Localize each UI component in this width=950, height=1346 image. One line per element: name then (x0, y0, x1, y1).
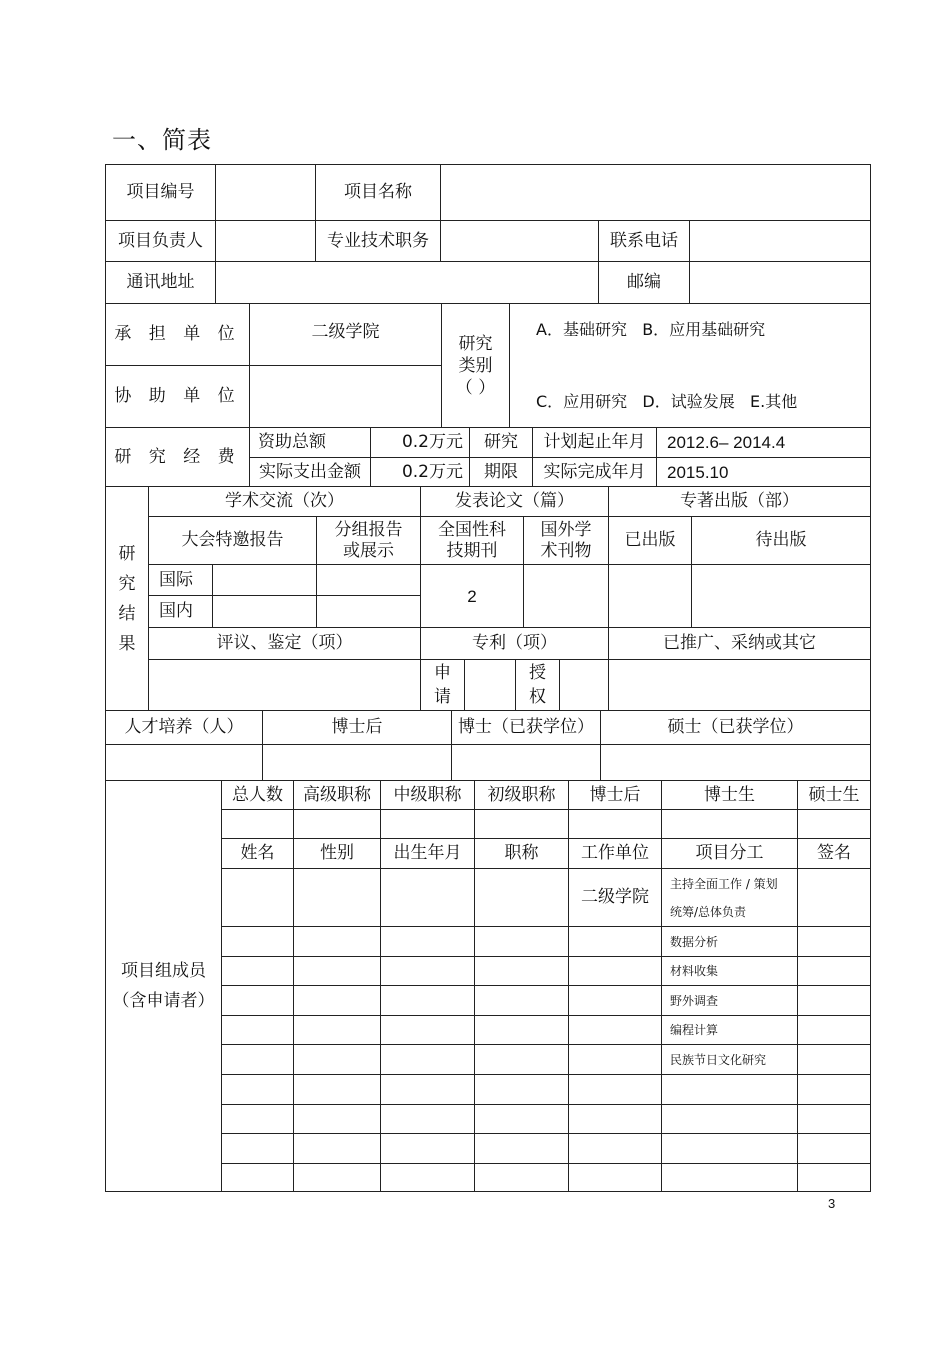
member-gender-field[interactable] (293, 1074, 381, 1105)
member-birth-field[interactable] (380, 926, 475, 957)
member-signature-field[interactable] (797, 1074, 871, 1105)
signature-header: 签名 (797, 838, 871, 869)
foreign-journal-line-1: 国外学 (540, 519, 592, 540)
member-rank-field[interactable] (474, 956, 569, 986)
member-unit-field[interactable] (568, 1133, 662, 1164)
member-signature-field[interactable] (797, 1044, 871, 1075)
member-name-field[interactable] (221, 868, 294, 927)
role-line-1: 主持全面工作 / 策划 (670, 876, 778, 891)
member-gender-field[interactable] (293, 868, 381, 927)
project-no-field[interactable] (215, 164, 316, 221)
member-unit-field[interactable] (568, 1044, 662, 1075)
total-funding-value: 0.2万元 (370, 427, 470, 458)
talent-postdoc-field[interactable] (262, 744, 452, 781)
completed-value: 2015.10 (656, 457, 871, 487)
completed-label: 实际完成年月 (532, 457, 657, 487)
member-name-field[interactable] (221, 985, 294, 1016)
phd-student-field[interactable] (661, 809, 798, 839)
phd-student-header: 博士生 (661, 780, 798, 810)
member-role-value: 数据分析 (661, 926, 798, 957)
summary-form-table (105, 164, 871, 1192)
domestic-label: 国内 (148, 595, 213, 628)
member-unit-field[interactable] (568, 1163, 662, 1192)
member-birth-field[interactable] (380, 1044, 475, 1075)
apply-char-1: 申 (434, 663, 451, 683)
member-rank-field[interactable] (474, 1104, 569, 1134)
member-birth-field[interactable] (380, 1104, 475, 1134)
role-header: 项目分工 (661, 838, 798, 869)
category-label-line-2: 类别 (458, 355, 493, 376)
patent-header: 专利（项） (420, 627, 609, 660)
research-category-options (509, 303, 871, 428)
member-rank-field[interactable] (474, 868, 569, 927)
domestic-group-field[interactable] (316, 595, 421, 628)
national-journal-header (420, 516, 524, 565)
member-signature-field[interactable] (797, 1163, 871, 1192)
name-header: 姓名 (221, 838, 294, 869)
group-report-header (316, 516, 421, 565)
category-label-line-1: 研究 (458, 333, 493, 354)
adopted-field[interactable] (608, 659, 871, 711)
international-invited-field[interactable] (212, 564, 317, 596)
member-birth-field[interactable] (380, 868, 475, 927)
member-unit-field[interactable] (568, 926, 662, 957)
member-birth-field[interactable] (380, 1163, 475, 1192)
member-role-value (661, 1163, 798, 1192)
talent-count-field[interactable] (105, 744, 263, 781)
member-name-field[interactable] (221, 956, 294, 986)
patent-grant-field[interactable] (559, 659, 609, 711)
members-label-line-2: （含申请者） (112, 991, 215, 1011)
total-count-header: 总人数 (221, 780, 294, 810)
address-label: 通讯地址 (105, 261, 216, 304)
patent-apply-label (420, 659, 465, 711)
junior-field[interactable] (474, 809, 569, 839)
invited-report-header: 大会特邀报告 (148, 516, 317, 565)
period-label-2: 期限 (469, 457, 533, 487)
member-birth-field[interactable] (380, 1133, 475, 1164)
actual-spend-value: 0.2万元 (370, 457, 470, 487)
international-group-field[interactable] (316, 564, 421, 596)
books-header: 专著出版（部） (608, 486, 871, 517)
unit-header: 工作单位 (568, 838, 662, 869)
member-gender-field[interactable] (293, 1044, 381, 1075)
member-gender-field[interactable] (293, 1133, 381, 1164)
results-side-1: 研 (118, 543, 136, 564)
member-gender-field[interactable] (293, 1015, 381, 1045)
category-options-line-1: A．基础研究 B．应用基础研究 (536, 319, 766, 339)
member-birth-field[interactable] (380, 985, 475, 1016)
member-rank-field[interactable] (474, 1015, 569, 1045)
gender-header: 性别 (293, 838, 381, 869)
planned-period-value: 2012.6– 2014.4 (656, 427, 871, 458)
group-report-line-1: 分组报告 (334, 519, 403, 540)
phone-label: 联系电话 (598, 220, 690, 262)
host-unit-value: 二级学院 (249, 303, 442, 366)
research-results-label (105, 486, 149, 711)
talent-phd-field[interactable] (451, 744, 601, 781)
member-signature-field[interactable] (797, 1133, 871, 1164)
international-label: 国际 (148, 564, 213, 596)
member-gender-field[interactable] (293, 926, 381, 957)
senior-field[interactable] (293, 809, 381, 839)
category-choice-slot[interactable]: （ ） (455, 377, 496, 398)
apply-char-2: 请 (434, 687, 451, 707)
members-label-line-1: 项目组成员 (121, 961, 206, 981)
pending-field[interactable] (691, 564, 871, 628)
published-field[interactable] (608, 564, 692, 628)
master-student-field[interactable] (797, 809, 871, 839)
member-signature-field[interactable] (797, 956, 871, 986)
foreign-journal-line-2: 术刊物 (540, 540, 592, 561)
member-signature-field[interactable] (797, 1015, 871, 1045)
academic-exchange-header: 学术交流（次） (148, 486, 421, 517)
member-rank-field[interactable] (474, 926, 569, 957)
member-unit-field[interactable] (568, 985, 662, 1016)
role-line-2: 统筹/总体负责 (670, 904, 747, 919)
member-unit-field[interactable] (568, 956, 662, 986)
project-no-label: 项目编号 (105, 164, 216, 221)
member-birth-field[interactable] (380, 1015, 475, 1045)
total-count-field[interactable] (221, 809, 294, 839)
review-field[interactable] (148, 659, 421, 711)
actual-spend-label: 实际支出金额 (249, 457, 371, 487)
member-signature-field[interactable] (797, 926, 871, 957)
review-header: 评议、鉴定（项） (148, 627, 421, 660)
grant-char-2: 权 (529, 687, 546, 707)
results-side-4: 果 (118, 633, 136, 654)
master-student-header: 硕士生 (797, 780, 871, 810)
member-name-field[interactable] (221, 1044, 294, 1075)
middle-header: 中级职称 (380, 780, 475, 810)
member-role-value (661, 1074, 798, 1105)
title-field[interactable] (440, 220, 599, 262)
member-unit-field[interactable] (568, 1074, 662, 1105)
junior-header: 初级职称 (474, 780, 569, 810)
member-name-field[interactable] (221, 1133, 294, 1164)
category-options-line-2: C．应用研究 D．试验发展 E.其他 (536, 391, 798, 411)
patent-apply-field[interactable] (464, 659, 516, 711)
member-unit-value: 二级学院 (568, 868, 662, 927)
member-signature-field[interactable] (797, 1104, 871, 1134)
members-label (105, 780, 222, 1192)
total-funding-label: 资助总额 (249, 427, 371, 458)
postcode-label: 邮编 (598, 261, 690, 304)
foreign-journal-field[interactable] (523, 564, 609, 628)
postdoc-header: 博士后 (568, 780, 662, 810)
page-number: 3 (828, 1196, 836, 1211)
domestic-invited-field[interactable] (212, 595, 317, 628)
patent-grant-label (515, 659, 560, 711)
member-rank-field[interactable] (474, 1044, 569, 1075)
talent-master-header: 硕士（已获学位） (600, 710, 871, 745)
pending-header: 待出版 (691, 516, 871, 565)
funding-label: 研 究 经 费 (105, 427, 250, 487)
planned-period-label: 计划起止年月 (532, 427, 657, 458)
period-label-1: 研究 (469, 427, 533, 458)
member-gender-field[interactable] (293, 956, 381, 986)
member-role-value (661, 1104, 798, 1134)
member-name-field[interactable] (221, 1163, 294, 1192)
member-gender-field[interactable] (293, 985, 381, 1016)
section-heading: 一、简表 (112, 126, 212, 154)
talent-master-field[interactable] (600, 744, 871, 781)
member-rank-field[interactable] (474, 1163, 569, 1192)
member-rank-field[interactable] (474, 1074, 569, 1105)
member-name-field[interactable] (221, 1074, 294, 1105)
member-unit-field[interactable] (568, 1015, 662, 1045)
member-name-field[interactable] (221, 926, 294, 957)
member-unit-field[interactable] (568, 1104, 662, 1134)
national-journal-line-1: 全国性科 (438, 519, 506, 540)
assist-unit-label: 协 助 单 位 (105, 365, 250, 428)
group-report-line-2: 或展示 (343, 540, 394, 561)
member-rank-field[interactable] (474, 985, 569, 1016)
member-role-value: 民族节日文化研究 (661, 1044, 798, 1075)
published-header: 已出版 (608, 516, 692, 565)
postdoc-field[interactable] (568, 809, 662, 839)
member-birth-field[interactable] (380, 956, 475, 986)
talent-phd-header: 博士（已获学位） (451, 710, 601, 745)
member-name-field[interactable] (221, 1104, 294, 1134)
member-signature-field[interactable] (797, 985, 871, 1016)
talent-postdoc-header: 博士后 (262, 710, 452, 745)
member-role-value (661, 868, 798, 927)
project-name-label: 项目名称 (315, 164, 441, 221)
leader-label: 项目负责人 (105, 220, 216, 262)
member-name-field[interactable] (221, 1015, 294, 1045)
senior-header: 高级职称 (293, 780, 381, 810)
foreign-journal-header (523, 516, 609, 565)
grant-char-1: 授 (529, 663, 546, 683)
national-journal-line-2: 技期刊 (446, 540, 498, 561)
assist-unit-field[interactable] (249, 365, 442, 428)
results-side-2: 究 (118, 573, 136, 594)
member-gender-field[interactable] (293, 1104, 381, 1134)
phone-field[interactable] (689, 220, 871, 262)
member-role-value: 野外调查 (661, 985, 798, 1016)
adopted-header: 已推广、采纳或其它 (608, 627, 871, 660)
talent-label: 人才培养（人） (105, 710, 263, 745)
host-unit-label: 承 担 单 位 (105, 303, 250, 366)
results-side-3: 结 (118, 603, 136, 624)
member-role-value: 编程计算 (661, 1015, 798, 1045)
project-name-field[interactable] (440, 164, 871, 221)
middle-field[interactable] (380, 809, 475, 839)
research-category-label (441, 303, 510, 428)
member-birth-field[interactable] (380, 1074, 475, 1105)
member-rank-field[interactable] (474, 1133, 569, 1164)
member-gender-field[interactable] (293, 1163, 381, 1192)
national-journal-count: 2 (420, 564, 524, 628)
member-role-value: 材料收集 (661, 956, 798, 986)
member-role-value (661, 1133, 798, 1164)
papers-header: 发表论文（篇） (420, 486, 609, 517)
leader-field[interactable] (215, 220, 316, 262)
rank-header: 职称 (474, 838, 569, 869)
birth-header: 出生年月 (380, 838, 475, 869)
member-signature-field[interactable] (797, 868, 871, 927)
title-label: 专业技术职务 (315, 220, 441, 262)
